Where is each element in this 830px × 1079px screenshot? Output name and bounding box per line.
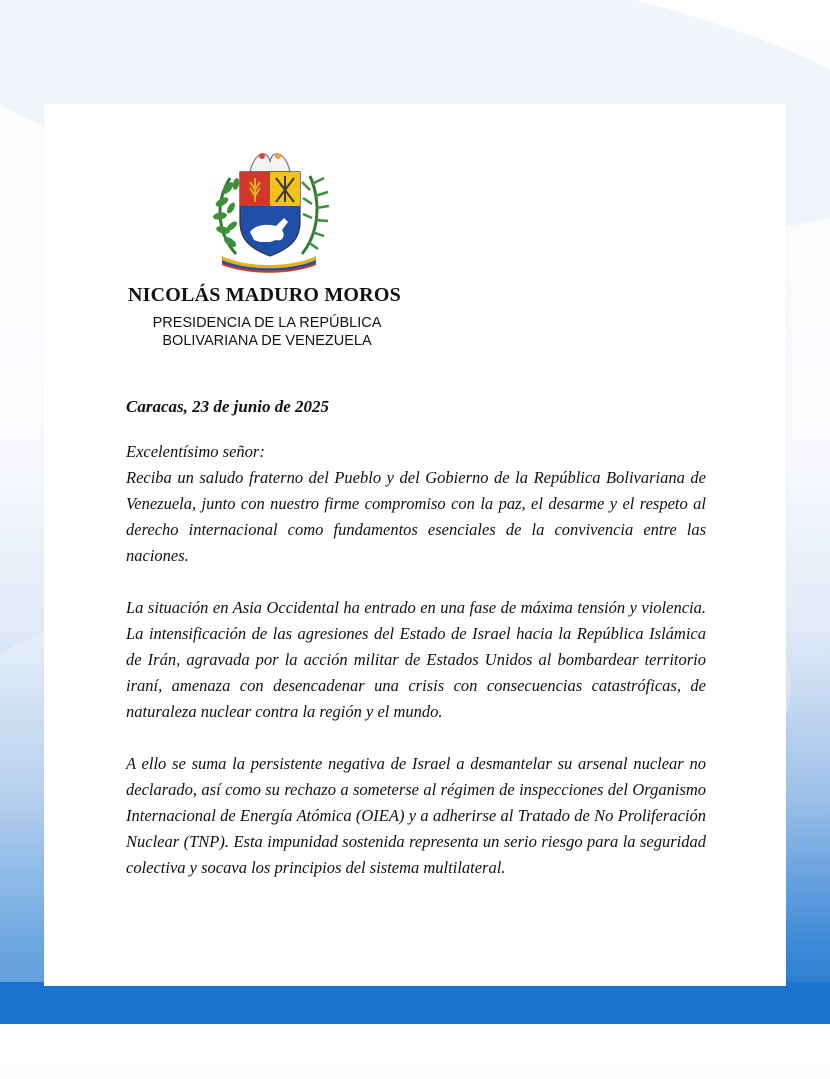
paragraph-3: A ello se suma la persistente negativa de Israel a desmantelar su arsenal nuclear no declarado, así como su rechazo a someterse al régimen de inspecciones del Organismo Internacional de Energía Atómica (OIEA) y a adherirse al Tratado de No Proliferación Nuclear (TNP). Esta impunidad sostenida representa un serio riesgo para la seguridad colectiva y socava los principios del sistema multilateral. bbox=[126, 754, 706, 877]
sender-name: NICOLÁS MADURO MOROS bbox=[128, 284, 401, 306]
venezuela-coat-of-arms-icon bbox=[206, 144, 332, 276]
sender-office bbox=[126, 314, 408, 350]
letter-date: Caracas, 23 de junio de 2025 bbox=[126, 397, 330, 416]
paragraph-1 bbox=[126, 439, 706, 569]
letter-page bbox=[44, 104, 786, 986]
bottom-blue-band bbox=[0, 982, 830, 1024]
paragraph-2: La situación en Asia Occidental ha entrado en una fase de máxima tensión y violencia. La intensificación de las agresiones del Estado de Israel hacia la República Islámica de Irán, agravada por la acción militar de Estados Unidos al bombardear territorio iraní, amenaza con desencadenar una crisis con consecuencias catastróficas, de naturaleza nuclear contra la región y el mundo. bbox=[126, 598, 706, 721]
office-line-1: PRESIDENCIA DE LA REPÚBLICA bbox=[152, 315, 382, 331]
office-line-2: BOLIVARIANA DE VENEZUELA bbox=[162, 333, 372, 349]
letter-body bbox=[126, 439, 706, 907]
paragraph-1-text: Reciba un saludo fraterno del Pueblo y del Gobierno de la República Bolivariana de Venezuela, junto con nuestro firme compromiso con la paz, el desarme y el respeto al derecho internacional como fundamentos esenciales de la convivencia entre las naciones. bbox=[126, 468, 706, 565]
salutation: Excelentísimo señor: bbox=[126, 442, 265, 461]
